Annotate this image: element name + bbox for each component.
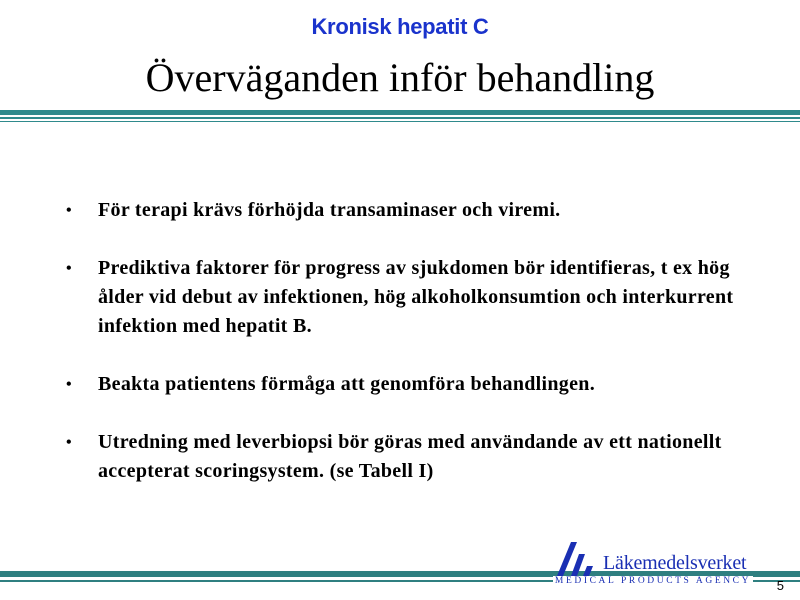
agency-logo-mark-icon — [553, 540, 601, 580]
page-number: 5 — [776, 578, 784, 593]
bullet-dot-icon: • — [66, 376, 72, 393]
header-rule-thin — [0, 121, 800, 122]
bullet-text: Beakta patientens förmåga att genomföra behandlingen. — [98, 373, 596, 395]
header-rule-mid — [0, 117, 800, 119]
slide-subtitle: Kronisk hepatit C — [311, 14, 489, 39]
bullet-list — [66, 196, 756, 515]
bullet-text: För terapi krävs förhöjda transaminaser och viremi. — [98, 199, 561, 221]
agency-logo-tagline: MEDICAL PRODUCTS AGENCY — [554, 576, 752, 586]
agency-logo-name: Läkemedelsverket — [603, 552, 747, 574]
bullet-text: Prediktiva faktorer för progress av sjukdomen bör identifieras, t ex hög ålder vid debut av infektionen, hög alkoholkonsumtion och interkurrent infektion med hepatit B. — [98, 257, 734, 337]
bullet-dot-icon: • — [66, 202, 72, 219]
bullet-item — [66, 370, 756, 399]
bullet-dot-icon: • — [66, 260, 72, 277]
bullet-item — [66, 254, 756, 341]
agency-logo — [553, 540, 753, 590]
bullet-item — [66, 428, 756, 486]
bullet-item — [66, 196, 756, 225]
slide-title: Överväganden inför behandling — [145, 55, 655, 100]
header-rule-thick — [0, 110, 800, 115]
bullet-text: Utredning med leverbiopsi bör göras med användande av ett nationellt accepterat scoringsystem. (se Tabell I) — [98, 431, 722, 482]
bullet-dot-icon: • — [66, 434, 72, 451]
